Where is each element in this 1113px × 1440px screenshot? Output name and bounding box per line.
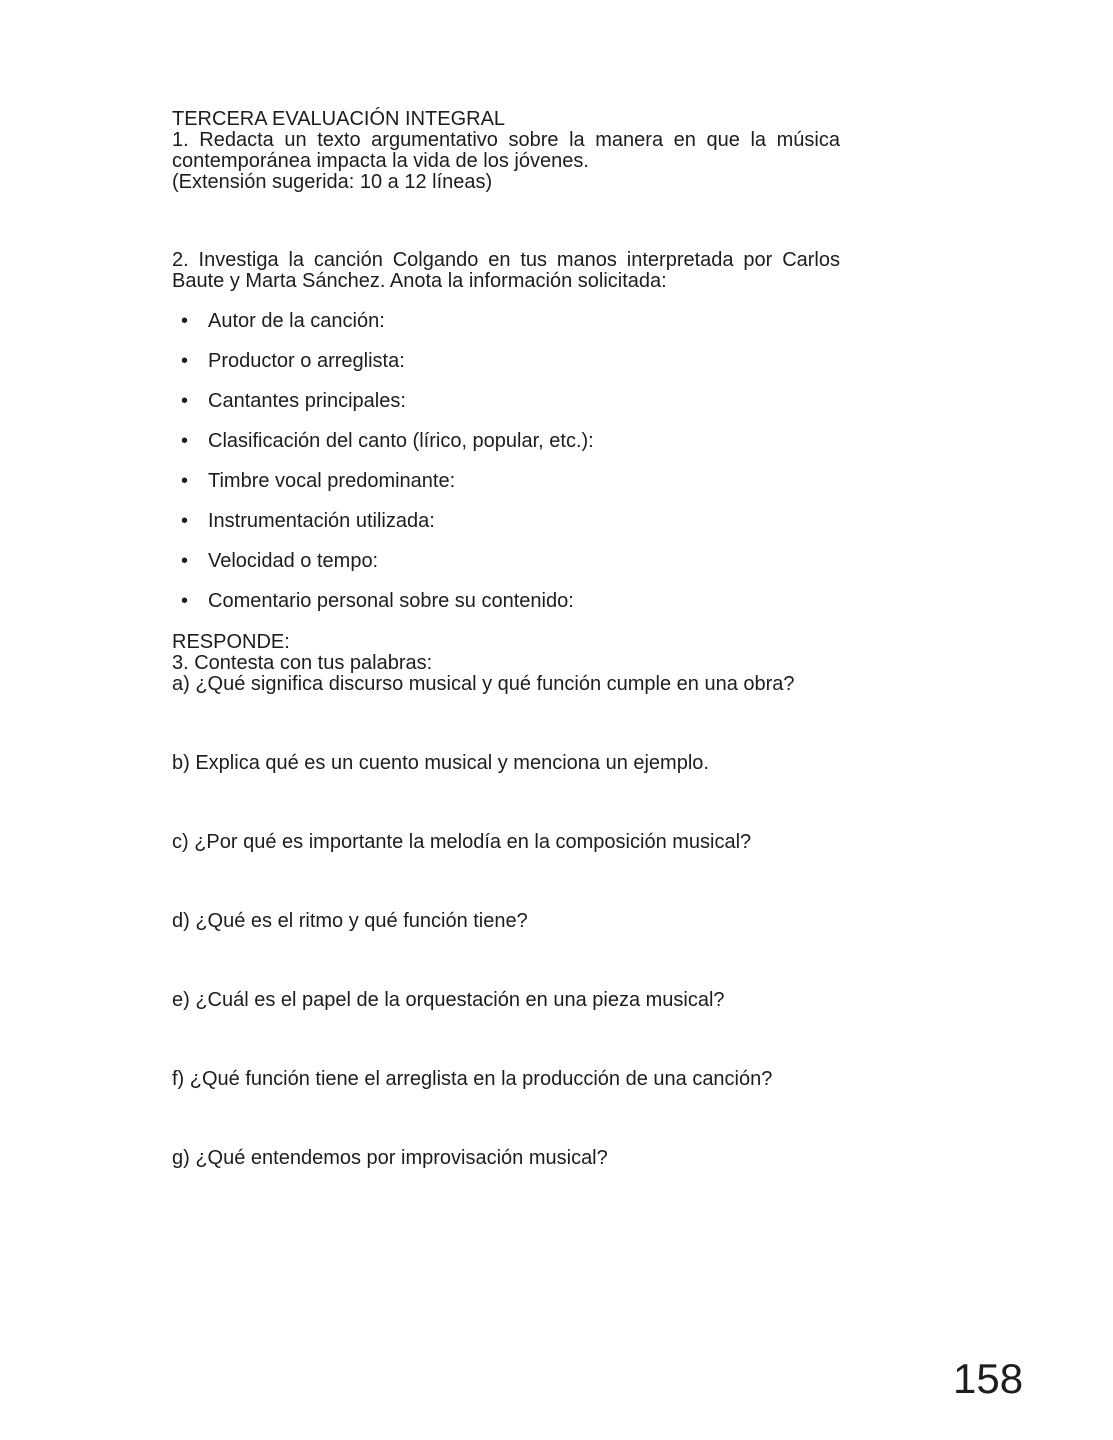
- list-item-instrumentacion: • Instrumentación utilizada:: [172, 511, 840, 532]
- page-number: 158: [953, 1355, 1024, 1402]
- question-1-note: (Extensión sugerida: 10 a 12 líneas): [172, 171, 493, 193]
- list-item-comentario: • Comentario personal sobre su contenido:: [172, 591, 840, 612]
- responde-label: RESPONDE:: [172, 631, 290, 653]
- subquestion-a: a) ¿Qué significa discurso musical y qué función cumple en una obra?: [172, 673, 795, 695]
- subquestion-g: g) ¿Qué entendemos por improvisación musical?: [172, 1147, 608, 1169]
- question-3-heading: 3. Contesta con tus palabras:: [172, 652, 433, 674]
- question-2-text: 2. Investiga la canción Colgando en tus manos interpretada por Carlos Baute y Marta Sánchez. Anota la información solicitada:: [172, 249, 840, 292]
- question-1-text: 1. Redacta un texto argumentativo sobre la manera en que la música contemporánea impacta la vida de los jóvenes.: [172, 129, 840, 172]
- subquestion-b: b) Explica qué es un cuento musical y menciona un ejemplo.: [172, 752, 709, 774]
- subquestion-d: d) ¿Qué es el ritmo y qué función tiene?: [172, 910, 528, 932]
- list-item-cantantes: • Cantantes principales:: [172, 391, 840, 412]
- list-item-velocidad: • Velocidad o tempo:: [172, 551, 840, 572]
- subquestion-f: f) ¿Qué función tiene el arreglista en la producción de una canción?: [172, 1068, 773, 1090]
- list-item-productor: • Productor o arreglista:: [172, 351, 840, 372]
- list-item-timbre: • Timbre vocal predominante:: [172, 471, 840, 492]
- subquestion-e: e) ¿Cuál es el papel de la orquestación en una pieza musical?: [172, 989, 725, 1011]
- page-content: [172, 109, 840, 1169]
- page-title: TERCERA EVALUACIÓN INTEGRAL: [172, 108, 506, 130]
- list-item-clasificacion: • Clasificación del canto (lírico, popular, etc.):: [172, 431, 840, 452]
- subquestion-c: c) ¿Por qué es importante la melodía en la composición musical?: [172, 831, 752, 853]
- list-item-autor: • Autor de la canción:: [172, 311, 840, 332]
- song-info-list: [172, 311, 840, 612]
